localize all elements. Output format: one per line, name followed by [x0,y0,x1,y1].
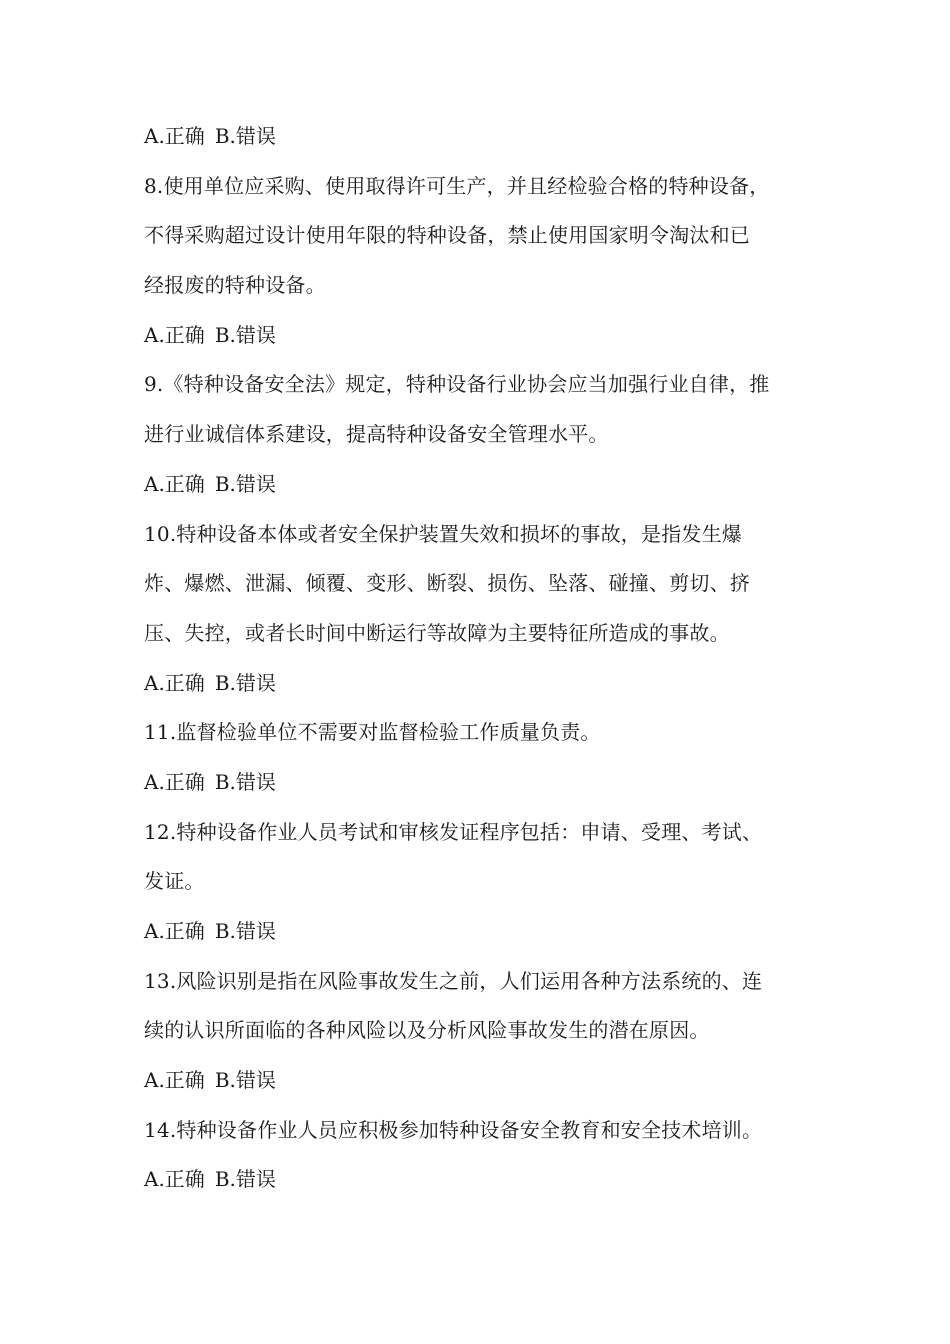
question-14-line-1: 14.特种设备作业人员应积极参加特种设备安全教育和安全技术培训。 [144,1117,763,1142]
question-11-line-1: 11.监督检验单位不需要对监督检验工作质量负责。 [144,720,601,745]
answer-options-12 [144,907,814,957]
answer-options-10 [144,659,814,709]
option-b: B.错误 [214,471,276,496]
option-b: B.错误 [214,919,276,943]
question-9-line-1: 9.《特种设备安全法》规定，特种设备行业协会应当加强行业自律，推 [144,372,770,397]
question-9-line-2: 进行业诚信体系建设，提高特种设备安全管理水平。 [144,422,609,447]
option-b: B.错误 [214,322,276,347]
question-8-line-3: 经报废的特种设备。 [144,273,326,298]
question-13-line-1: 13.风险识别是指在风险事故发生之前，人们运用各种方法系统的、连 [144,968,763,993]
question-13-line-2: 续的认识所面临的各种风险以及分析风险事故发生的潜在原因。 [144,1018,710,1043]
question-12-line-2: 发证。 [144,869,205,894]
option-a: A.正确 [144,471,205,496]
answer-options-9 [144,460,814,510]
option-a: A.正确 [144,769,205,794]
option-b: B.错误 [214,769,276,794]
option-a: A.正确 [144,670,205,695]
question-10-line-3: 压、失控，或者长时间中断运行等故障为主要特征所造成的事故。 [144,620,730,645]
answer-options-14 [144,1155,814,1205]
option-b: B.错误 [214,670,276,695]
question-10-line-2: 炸、爆燃、泄漏、倾覆、变形、断裂、损伤、坠落、碰撞、剪切、挤 [144,571,750,596]
question-10-line-1: 10.特种设备本体或者安全保护装置失效和损坏的事故，是指发生爆 [144,521,743,546]
option-a: A.正确 [144,1068,205,1093]
question-12-line-1: 12.特种设备作业人员考试和审核发证程序包括：申请、受理、考试、 [144,819,763,844]
option-a: A.正确 [144,124,205,148]
option-a: A.正确 [144,1167,205,1192]
option-b: B.错误 [214,1068,276,1093]
answer-options-7 [144,112,814,162]
question-8-line-2: 不得采购超过设计使用年限的特种设备，禁止使用国家明令淘汰和已 [144,223,750,248]
answer-options-13 [144,1056,814,1106]
option-b: B.错误 [214,124,276,148]
question-list [144,112,814,1205]
answer-options-8 [144,311,814,361]
question-8-line-1: 8.使用单位应采购、使用取得许可生产，并且经检验合格的特种设备， [144,173,770,198]
option-a: A.正确 [144,322,205,347]
answer-options-11 [144,758,814,808]
option-b: B.错误 [214,1167,276,1192]
option-a: A.正确 [144,919,205,943]
